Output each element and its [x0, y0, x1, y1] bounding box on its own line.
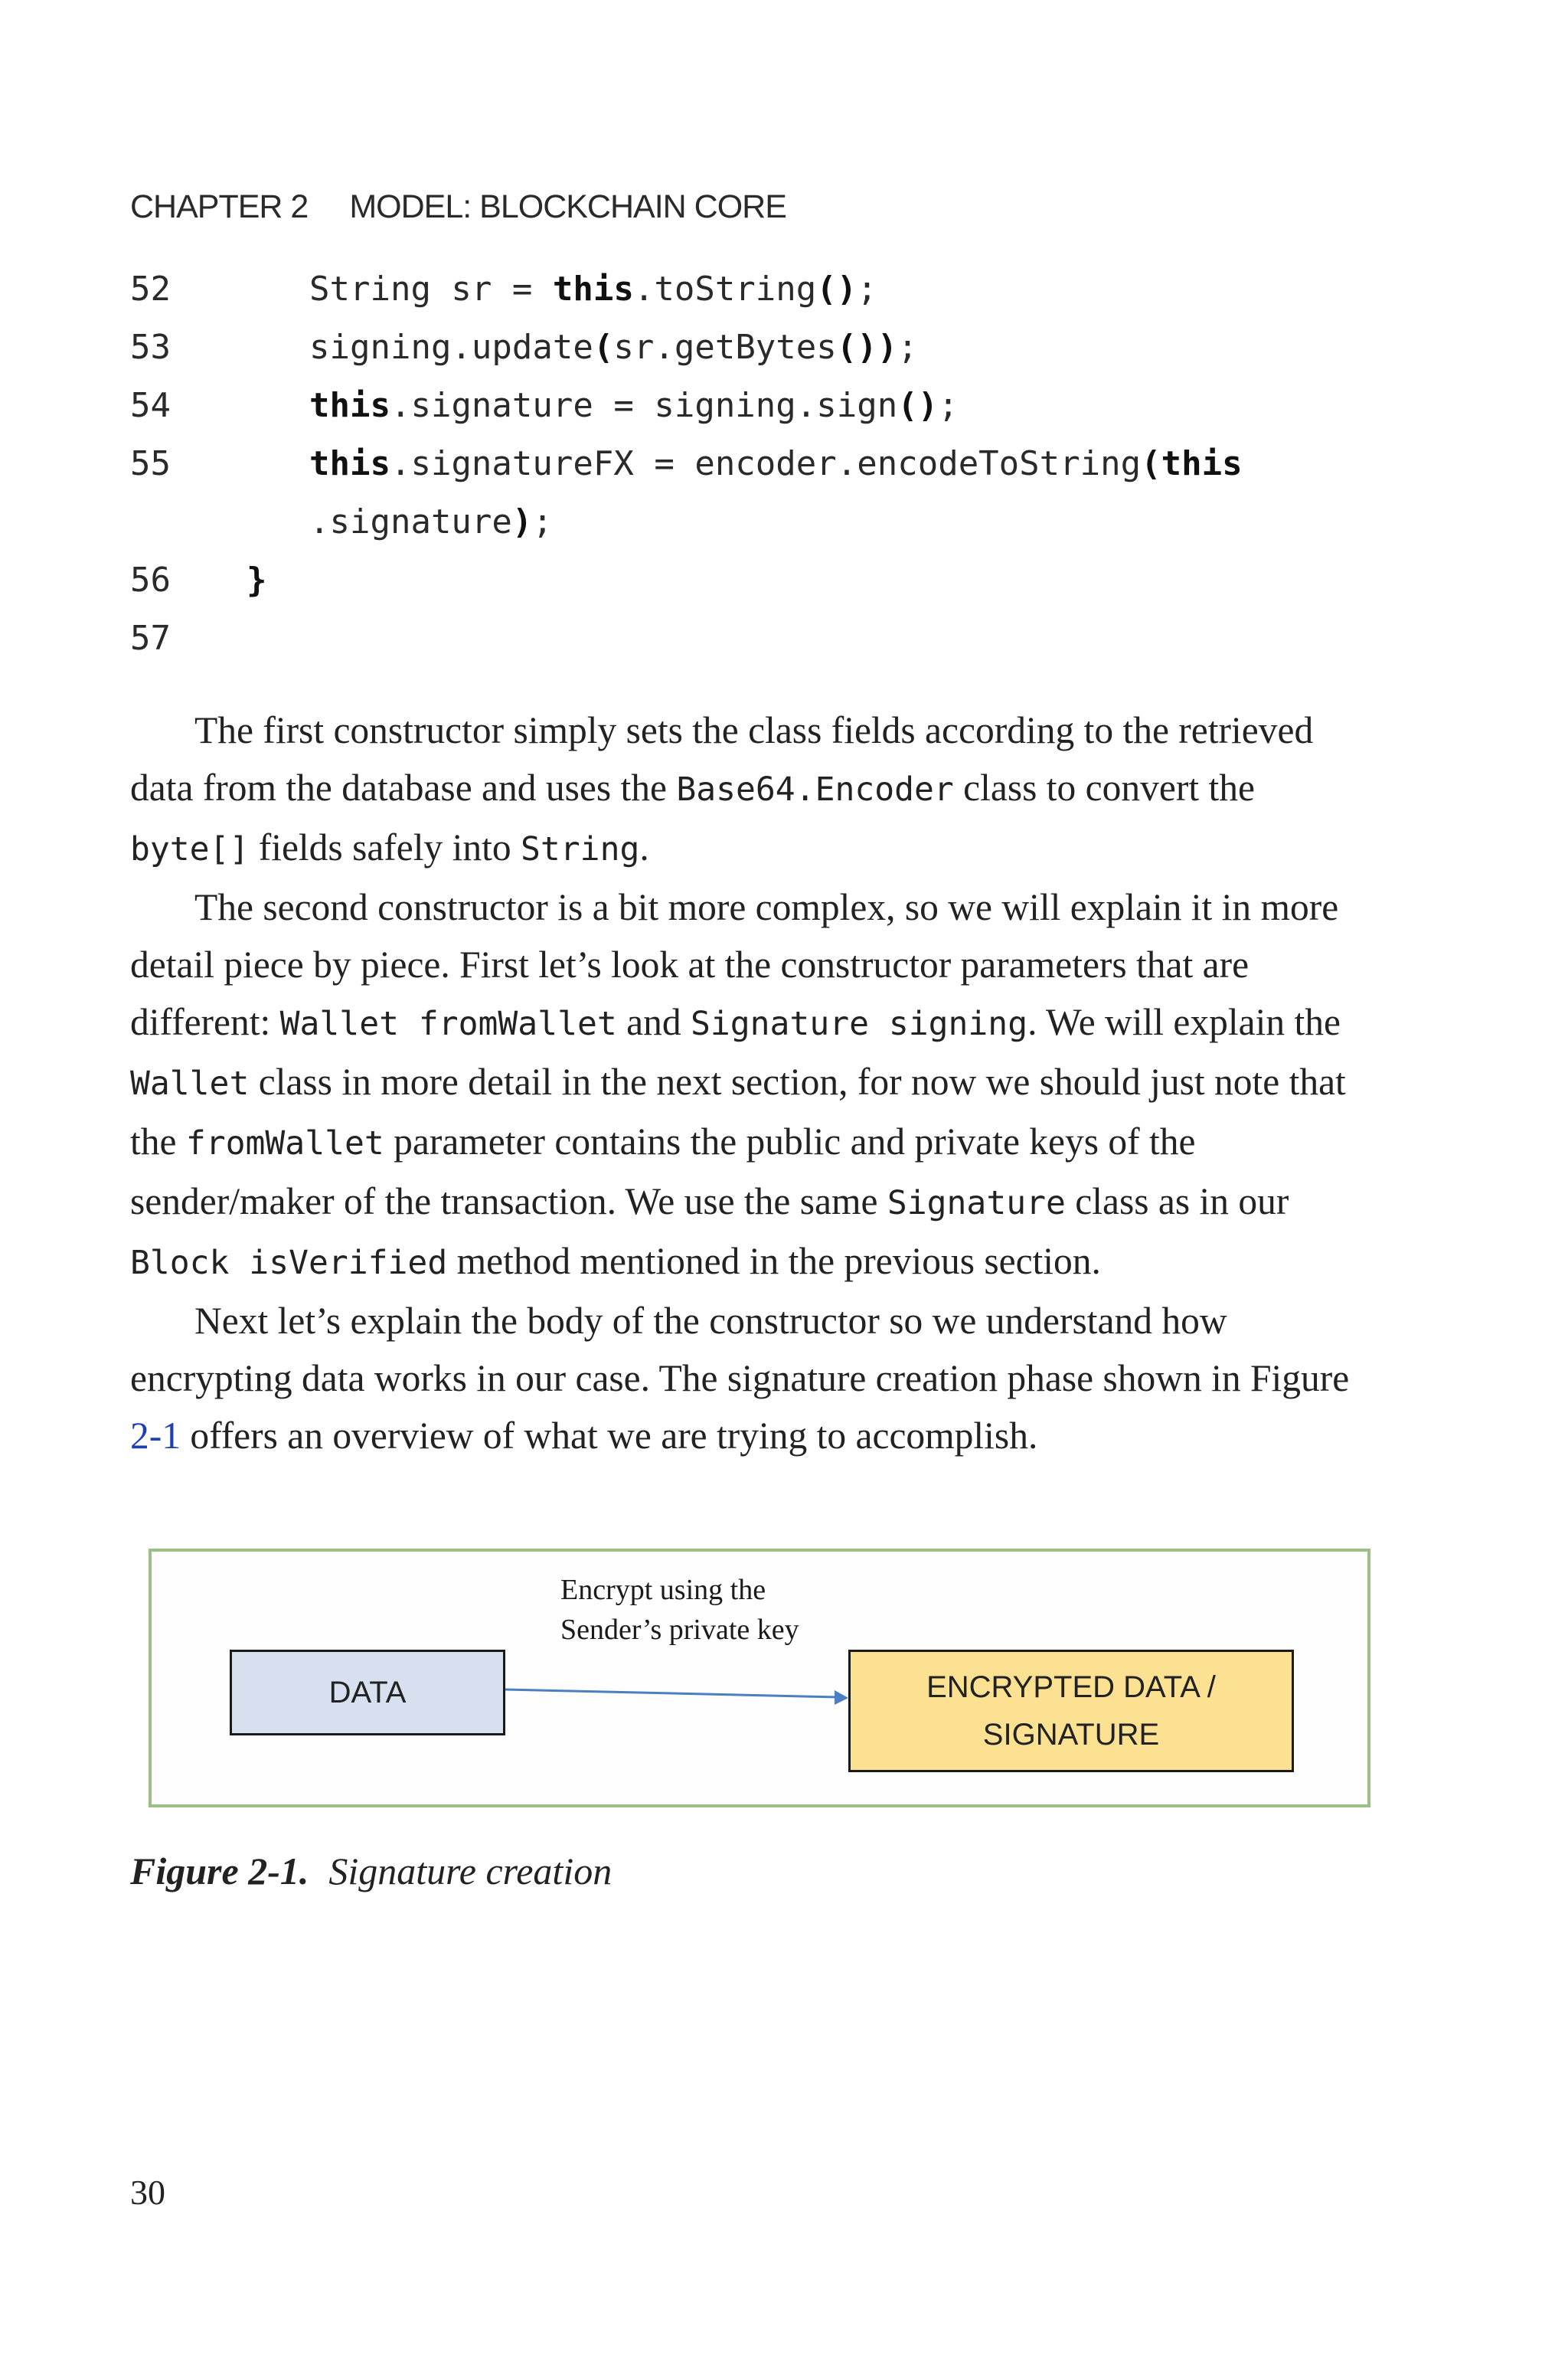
arrow-label: Encrypt using the Sender’s private key [560, 1574, 799, 1646]
figure-caption [130, 1849, 612, 1893]
running-header [130, 188, 786, 226]
code-line [130, 444, 1243, 502]
code-line-continuation [130, 502, 553, 561]
line-number: 54 [130, 386, 171, 425]
encrypted-box-label: ENCRYPTED DATA / SIGNATURE [926, 1670, 1216, 1752]
line-number: 56 [130, 561, 171, 600]
code-line [130, 561, 267, 619]
body-text [130, 702, 1370, 1464]
encrypted-data-box [848, 1650, 1294, 1772]
line-number: 52 [130, 270, 171, 309]
code-line [130, 619, 211, 677]
code-text: String sr = this.toString(); [309, 270, 877, 309]
code-listing [130, 270, 1243, 677]
figure-link[interactable]: 2-1 [130, 1415, 181, 1457]
code-line [130, 270, 877, 328]
code-text: this.signatureFX = encoder.encodeToString(this [309, 444, 1243, 483]
code-text: this.signature = signing.sign(); [309, 386, 959, 425]
line-number: 57 [130, 619, 171, 658]
chapter-title: MODEL: BLOCKCHAIN CORE [349, 188, 786, 225]
data-box-label: DATA [328, 1676, 407, 1709]
code-text: .signature); [309, 502, 553, 541]
figure-number: Figure 2-1. [130, 1850, 309, 1892]
closing-brace: } [247, 561, 267, 600]
paragraph: The second constructor is a bit more complex, so we will explain it in more detail piece by piece. First let’s look at the constructor parameters that are different: Wallet fromWallet and Signature signing. We will explain the Wallet class in more detail in the next section, for now we should just note that the fromWallet parameter contains the public and private keys of the sender/maker of the transaction. We use the same Signature class as in our Block isVerified method mentioned in the previous section. [130, 886, 1346, 1282]
line-number: 53 [130, 328, 171, 367]
paragraph: Next let’s explain the body of the constructor so we understand how encrypting data works in our case. The signature creation phase shown in Figure 2-1 offers an overview of what we are trying to accomplish. [130, 1300, 1350, 1457]
data-box [230, 1650, 505, 1735]
page-number: 30 [130, 2173, 165, 2212]
code-text: signing.update(sr.getBytes()); [309, 328, 918, 367]
figure-title: Signature creation [328, 1850, 612, 1892]
figure-signature-creation [149, 1549, 1370, 1807]
line-number: 55 [130, 444, 171, 483]
chapter-label: CHAPTER 2 [130, 188, 309, 225]
code-line [130, 386, 959, 444]
code-line [130, 328, 918, 386]
paragraph: The first constructor simply sets the class fields according to the retrieved data from the database and uses the Base64.Encoder class to convert the byte[] fields safely into String. [130, 709, 1314, 868]
